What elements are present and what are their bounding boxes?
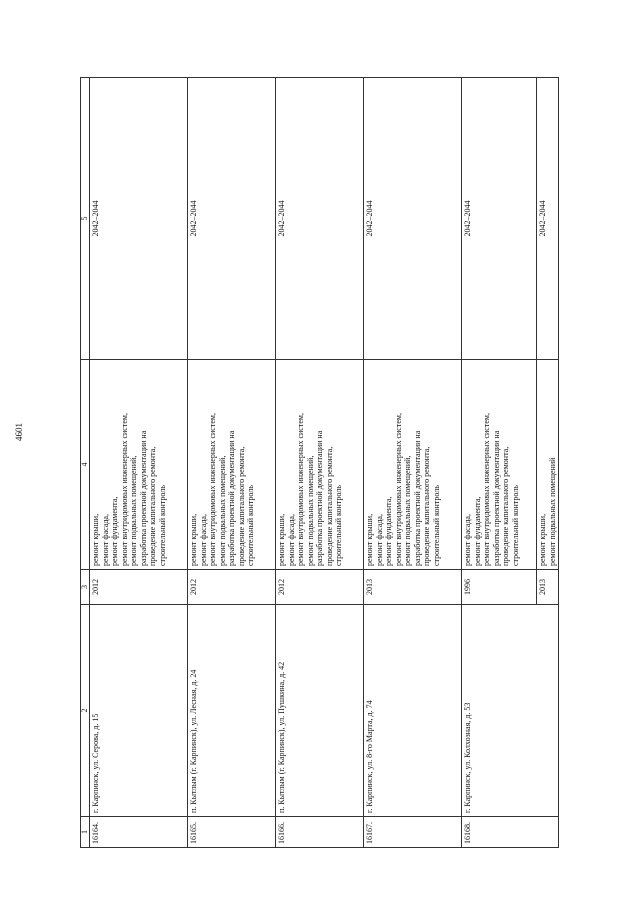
year-cell: 2013 <box>364 570 462 605</box>
work-item: ремонт фундамента, <box>384 496 393 566</box>
work-item: ремонт крыши, <box>91 513 100 566</box>
period-cell: 2042–2044 <box>364 78 462 360</box>
period-cell: 2042–2044 <box>537 78 559 360</box>
year-cell: 2013 <box>537 570 559 605</box>
address-cell: г. Карпинск, ул. 8-го Марта, д. 74 <box>364 605 462 817</box>
table-row <box>276 78 364 848</box>
work-item: строительный контроль <box>157 485 167 566</box>
address-cell: г. Карпинск, ул. Колхозная, д. 53 <box>462 605 559 817</box>
year-cell: 1996 <box>462 570 537 605</box>
works-cell <box>364 360 462 570</box>
work-item: ремонт подвальных помещений <box>547 457 557 566</box>
page-number: 4601 <box>14 423 24 441</box>
work-item: ремонт фасада, <box>286 514 296 566</box>
work-item: ремонт фасада, <box>198 514 208 566</box>
work-item: ремонт внутридомовых инженерных систем, <box>119 413 129 566</box>
year-cell: 2012 <box>276 570 364 605</box>
row-number: 16164. <box>90 817 188 848</box>
address-cell: п. Кытлым (г. Карпинск), ул. Пушкина, д. 42 <box>276 605 364 817</box>
header-col-5: 5 <box>81 78 90 360</box>
work-item: проведение капитального ремонта, <box>148 446 157 566</box>
work-item: разработка проектной документации на <box>315 430 324 566</box>
period-cell: 2042–2044 <box>276 78 364 360</box>
work-item: строительный контроль <box>334 485 343 566</box>
work-item: ремонт фундамента, <box>472 496 482 566</box>
work-item: проведение капитального ремонта, <box>501 446 510 566</box>
work-item: ремонт подвальных помещений, <box>403 455 412 566</box>
address-cell: п. Кытлым (г. Карпинск), ул. Лесная, д. 24 <box>188 605 276 817</box>
work-item: ремонт подвальных помещений, <box>129 455 138 566</box>
work-item: ремонт крыши, <box>189 513 198 566</box>
works-cell <box>537 360 559 570</box>
work-item: строительный контроль <box>431 485 441 566</box>
works-cell <box>188 360 276 570</box>
work-item: строительный контроль <box>510 485 520 566</box>
work-item: разработка проектной документации на <box>138 430 148 566</box>
row-number: 16166. <box>276 817 364 848</box>
work-item: ремонт подвальных помещений, <box>217 455 227 566</box>
header-col-2: 2 <box>81 605 90 817</box>
work-item: проведение капитального ремонта, <box>422 446 431 566</box>
rotated-table-container <box>80 78 580 848</box>
work-item: ремонт подвальных помещений, <box>305 455 315 566</box>
work-item: ремонт фундамента, <box>110 496 119 566</box>
work-item: ремонт внутридомовых инженерных систем, <box>482 413 491 566</box>
table-row <box>462 78 537 848</box>
table-row <box>90 78 188 848</box>
works-cell <box>276 360 364 570</box>
work-item: разработка проектной документации на <box>412 430 422 566</box>
period-cell: 2042–2044 <box>188 78 276 360</box>
row-number: 16167. <box>364 817 462 848</box>
header-col-1: 1 <box>81 817 90 848</box>
work-item: ремонт внутридомовых инженерных систем, <box>393 413 403 566</box>
year-cell: 2012 <box>188 570 276 605</box>
repair-schedule-table <box>80 77 559 848</box>
header-col-4: 4 <box>81 360 90 570</box>
table-row <box>364 78 462 848</box>
row-number: 16165. <box>188 817 276 848</box>
address-cell: г. Карпинск, ул. Серова, д. 15 <box>90 605 188 817</box>
row-number: 16168. <box>462 817 559 848</box>
work-item: ремонт внутридомовых инженерных систем, <box>296 413 305 566</box>
work-item: ремонт крыши, <box>277 513 286 566</box>
period-cell: 2042–2044 <box>462 78 537 360</box>
works-cell <box>90 360 188 570</box>
work-item: проведение капитального ремонта, <box>324 446 334 566</box>
work-item: ремонт фасада, <box>100 514 110 566</box>
work-item: строительный контроль <box>246 485 255 566</box>
header-row <box>81 78 90 848</box>
work-item: проведение капитального ремонта, <box>236 446 246 566</box>
work-item: разработка проектной документации на <box>491 430 501 566</box>
work-item: ремонт внутридомовых инженерных систем, <box>208 413 217 566</box>
work-item: разработка проектной документации на <box>227 430 236 566</box>
table-row <box>188 78 276 848</box>
work-item: ремонт крыши, <box>538 513 547 566</box>
works-cell <box>462 360 537 570</box>
header-col-3: 3 <box>81 570 90 605</box>
work-item: ремонт крыши, <box>365 513 374 566</box>
work-item: ремонт фасада, <box>463 514 472 566</box>
year-cell: 2012 <box>90 570 188 605</box>
period-cell: 2042–2044 <box>90 78 188 360</box>
work-item: ремонт фасада, <box>374 514 384 566</box>
